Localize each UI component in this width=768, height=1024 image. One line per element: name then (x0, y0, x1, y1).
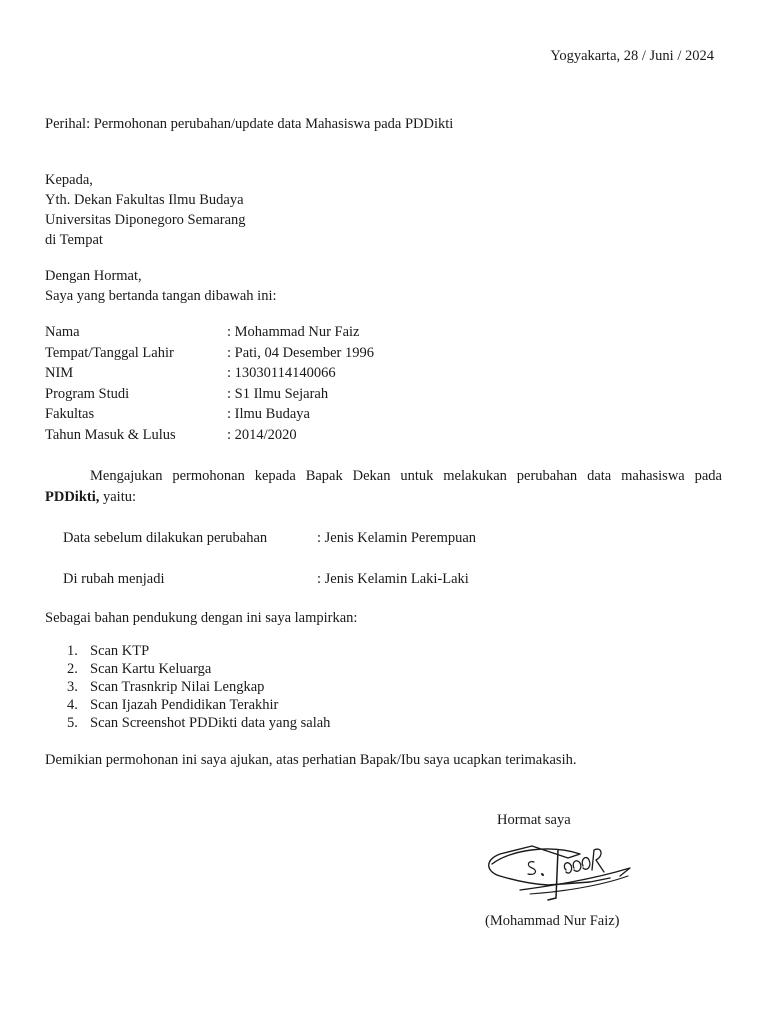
signer-name: (Mohammad Nur Faiz) (485, 913, 620, 929)
identity-value: : 13030114140066 (227, 365, 336, 381)
salutation: Dengan Hormat, (45, 268, 142, 284)
list-text: Scan Trasnkrip Nilai Lengkap (90, 679, 265, 695)
attachments-list (67, 642, 467, 732)
change-before-value: : Jenis Kelamin Perempuan (317, 530, 477, 546)
list-number: 2. (67, 661, 78, 677)
identity-value: : Mohammad Nur Faiz (227, 324, 360, 340)
list-item (67, 678, 467, 696)
identity-row (45, 404, 445, 425)
recipient-line: di Tempat (45, 232, 103, 248)
request-tail: yaitu: (99, 489, 137, 505)
identity-value: : 2014/2020 (227, 426, 297, 443)
signature-drawing (470, 832, 655, 910)
list-item (67, 642, 467, 660)
identity-label: Tempat/Tanggal Lahir (45, 344, 174, 361)
list-text: Scan Screenshot PDDikti data yang salah (90, 715, 331, 731)
change-after-value: : Jenis Kelamin Laki-Laki (317, 571, 469, 587)
identity-label: Nama (45, 324, 80, 340)
letter-subject: Perihal: Permohonan perubahan/update data Mahasiswa pada PDDikti (45, 116, 454, 132)
identity-row (45, 384, 445, 405)
list-item (67, 660, 467, 678)
identity-row (45, 425, 445, 446)
change-before-label: Data sebelum dilakukan perubahan (63, 530, 268, 546)
identity-row (45, 363, 445, 384)
greeting-block (45, 266, 277, 306)
list-number: 1. (67, 643, 78, 659)
signoff-hormat: Hormat saya (497, 812, 571, 828)
identity-label: Tahun Masuk & Lulus (45, 426, 176, 443)
closing-sentence: Demikian permohonan ini saya ajukan, atas perhatian Bapak/Ibu saya ucapkan terimakasih. (45, 752, 577, 768)
list-item (67, 696, 467, 714)
request-line (45, 466, 722, 487)
recipient-line: Universitas Diponegoro Semarang (45, 212, 246, 228)
letter-date: Yogyakarta, 28 / Juni / 2024 (550, 48, 714, 64)
identity-label: Program Studi (45, 385, 130, 402)
identity-value: : Pati, 04 Desember 1996 (227, 344, 374, 361)
list-number: 3. (67, 679, 78, 695)
recipient-block (45, 170, 246, 250)
request-paragraph (45, 466, 722, 508)
recipient-line: Kepada, (45, 172, 93, 188)
list-number: 4. (67, 697, 78, 713)
identity-label: NIM (45, 365, 74, 381)
list-item (67, 714, 467, 732)
list-text: Scan Kartu Keluarga (90, 661, 212, 677)
identity-table (45, 322, 445, 445)
identity-label: Fakultas (45, 406, 95, 422)
list-text: Scan KTP (90, 643, 150, 659)
request-bold: PDDikti, (45, 489, 100, 505)
list-text: Scan Ijazah Pendidikan Terakhir (90, 697, 279, 713)
intro-line: Saya yang bertanda tangan dibawah ini: (45, 288, 277, 304)
identity-row (45, 343, 445, 364)
identity-value: : S1 Ilmu Sejarah (227, 385, 329, 402)
recipient-line: Yth. Dekan Fakultas Ilmu Budaya (45, 192, 244, 208)
handwritten-signature (470, 832, 655, 910)
list-number: 5. (67, 715, 78, 731)
identity-row (45, 322, 445, 343)
change-after-label: Di rubah menjadi (63, 571, 165, 587)
attachments-intro: Sebagai bahan pendukung dengan ini saya lampirkan: (45, 610, 358, 626)
request-text: Mengajukan permohonan kepada Bapak Dekan untuk melakukan perubahan data mahasiswa pada (90, 468, 722, 484)
identity-value: : Ilmu Budaya (227, 406, 310, 422)
